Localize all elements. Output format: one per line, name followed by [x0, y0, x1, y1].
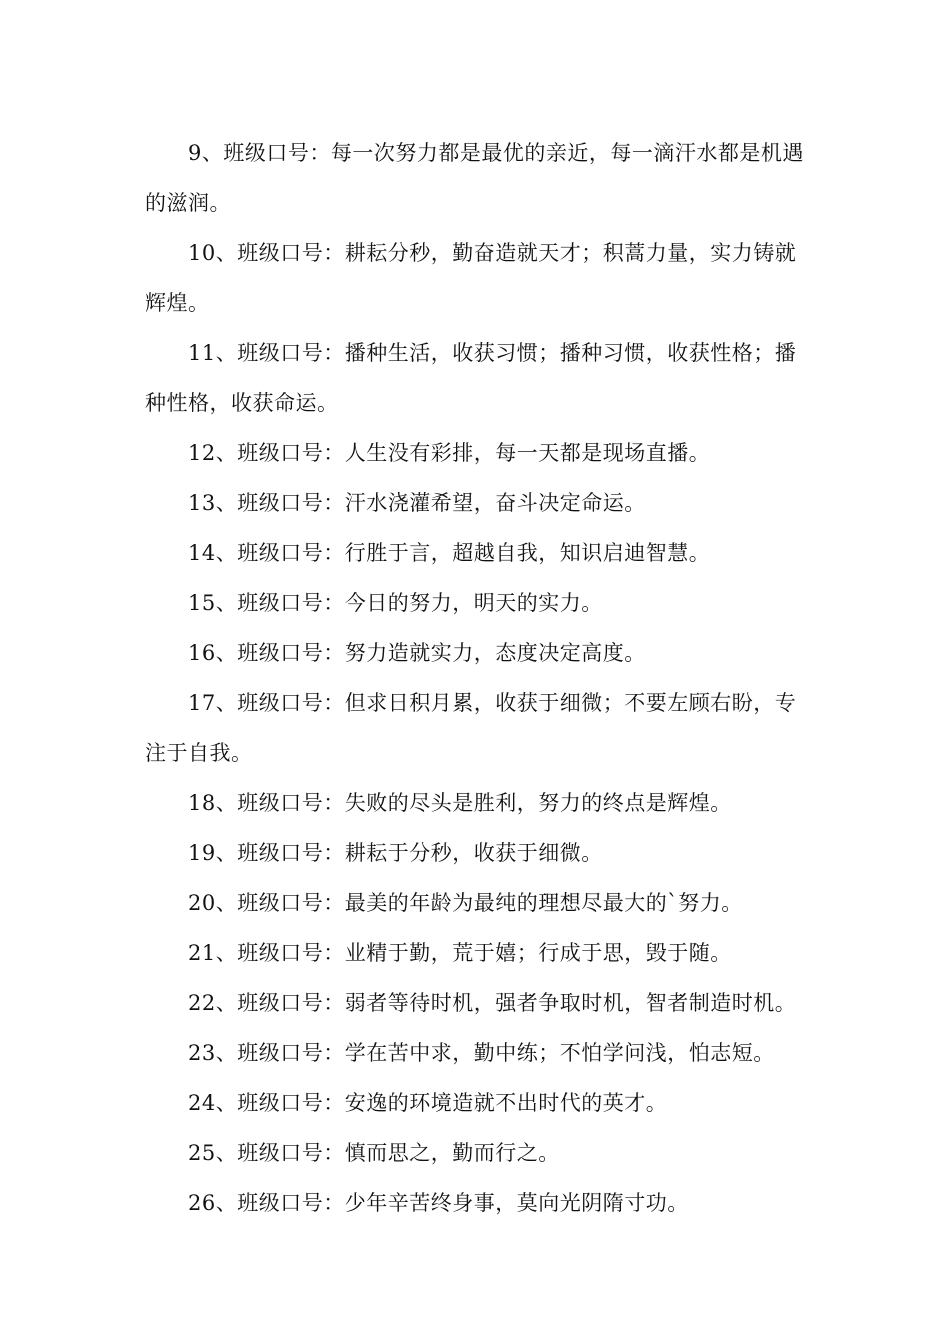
slogan-paragraph: 23、班级口号：学在苦中求，勤中练；不怕学问浅，怕志短。 [188, 1041, 775, 1065]
slogan-paragraph: 16、班级口号：努力造就实力，态度决定高度。 [188, 641, 646, 665]
slogan-paragraph: 18、班级口号：失败的尽头是胜利，努力的终点是辉煌。 [188, 791, 732, 815]
slogan-paragraph: 11、班级口号：播种生活，收获习惯；播种习惯，收获性格；播种性格，收获命运。 [145, 341, 797, 415]
slogan-paragraph: 20、班级口号：最美的年龄为最纯的理想尽最大的`努力。 [188, 891, 743, 915]
slogan-paragraph: 24、班级口号：安逸的环境造就不出时代的英才。 [188, 1091, 668, 1115]
slogan-paragraph: 22、班级口号：弱者等待时机，强者争取时机，智者制造时机。 [188, 991, 797, 1015]
slogan-paragraph: 19、班级口号：耕耘于分秒，收获于细微。 [188, 841, 603, 865]
slogan-paragraph: 17、班级口号：但求日积月累，收获于细微；不要左顾右盼，专注于自我。 [145, 691, 797, 765]
slogan-paragraph: 12、班级口号：人生没有彩排，每一天都是现场直播。 [188, 441, 711, 465]
document-body [145, 128, 815, 1228]
slogan-paragraph: 9、班级口号：每一次努力都是最优的亲近，每一滴汗水都是机遇的滋润。 [145, 141, 804, 215]
slogan-paragraph: 10、班级口号：耕耘分秒，勤奋造就天才；积蒿力量，实力铸就辉煌。 [145, 241, 797, 315]
slogan-paragraph: 25、班级口号：慎而思之，勤而行之。 [188, 1141, 560, 1165]
slogan-paragraph: 13、班级口号：汗水浇灌希望，奋斗决定命运。 [188, 491, 646, 515]
slogan-paragraph: 15、班级口号：今日的努力，明天的实力。 [188, 591, 603, 615]
slogan-paragraph: 21、班级口号：业精于勤，荒于嬉；行成于思，毁于随。 [188, 941, 732, 965]
slogan-paragraph: 26、班级口号：少年辛苦终身事，莫向光阴隋寸功。 [188, 1191, 689, 1215]
slogan-paragraph: 14、班级口号：行胜于言，超越自我，知识启迪智慧。 [188, 541, 711, 565]
